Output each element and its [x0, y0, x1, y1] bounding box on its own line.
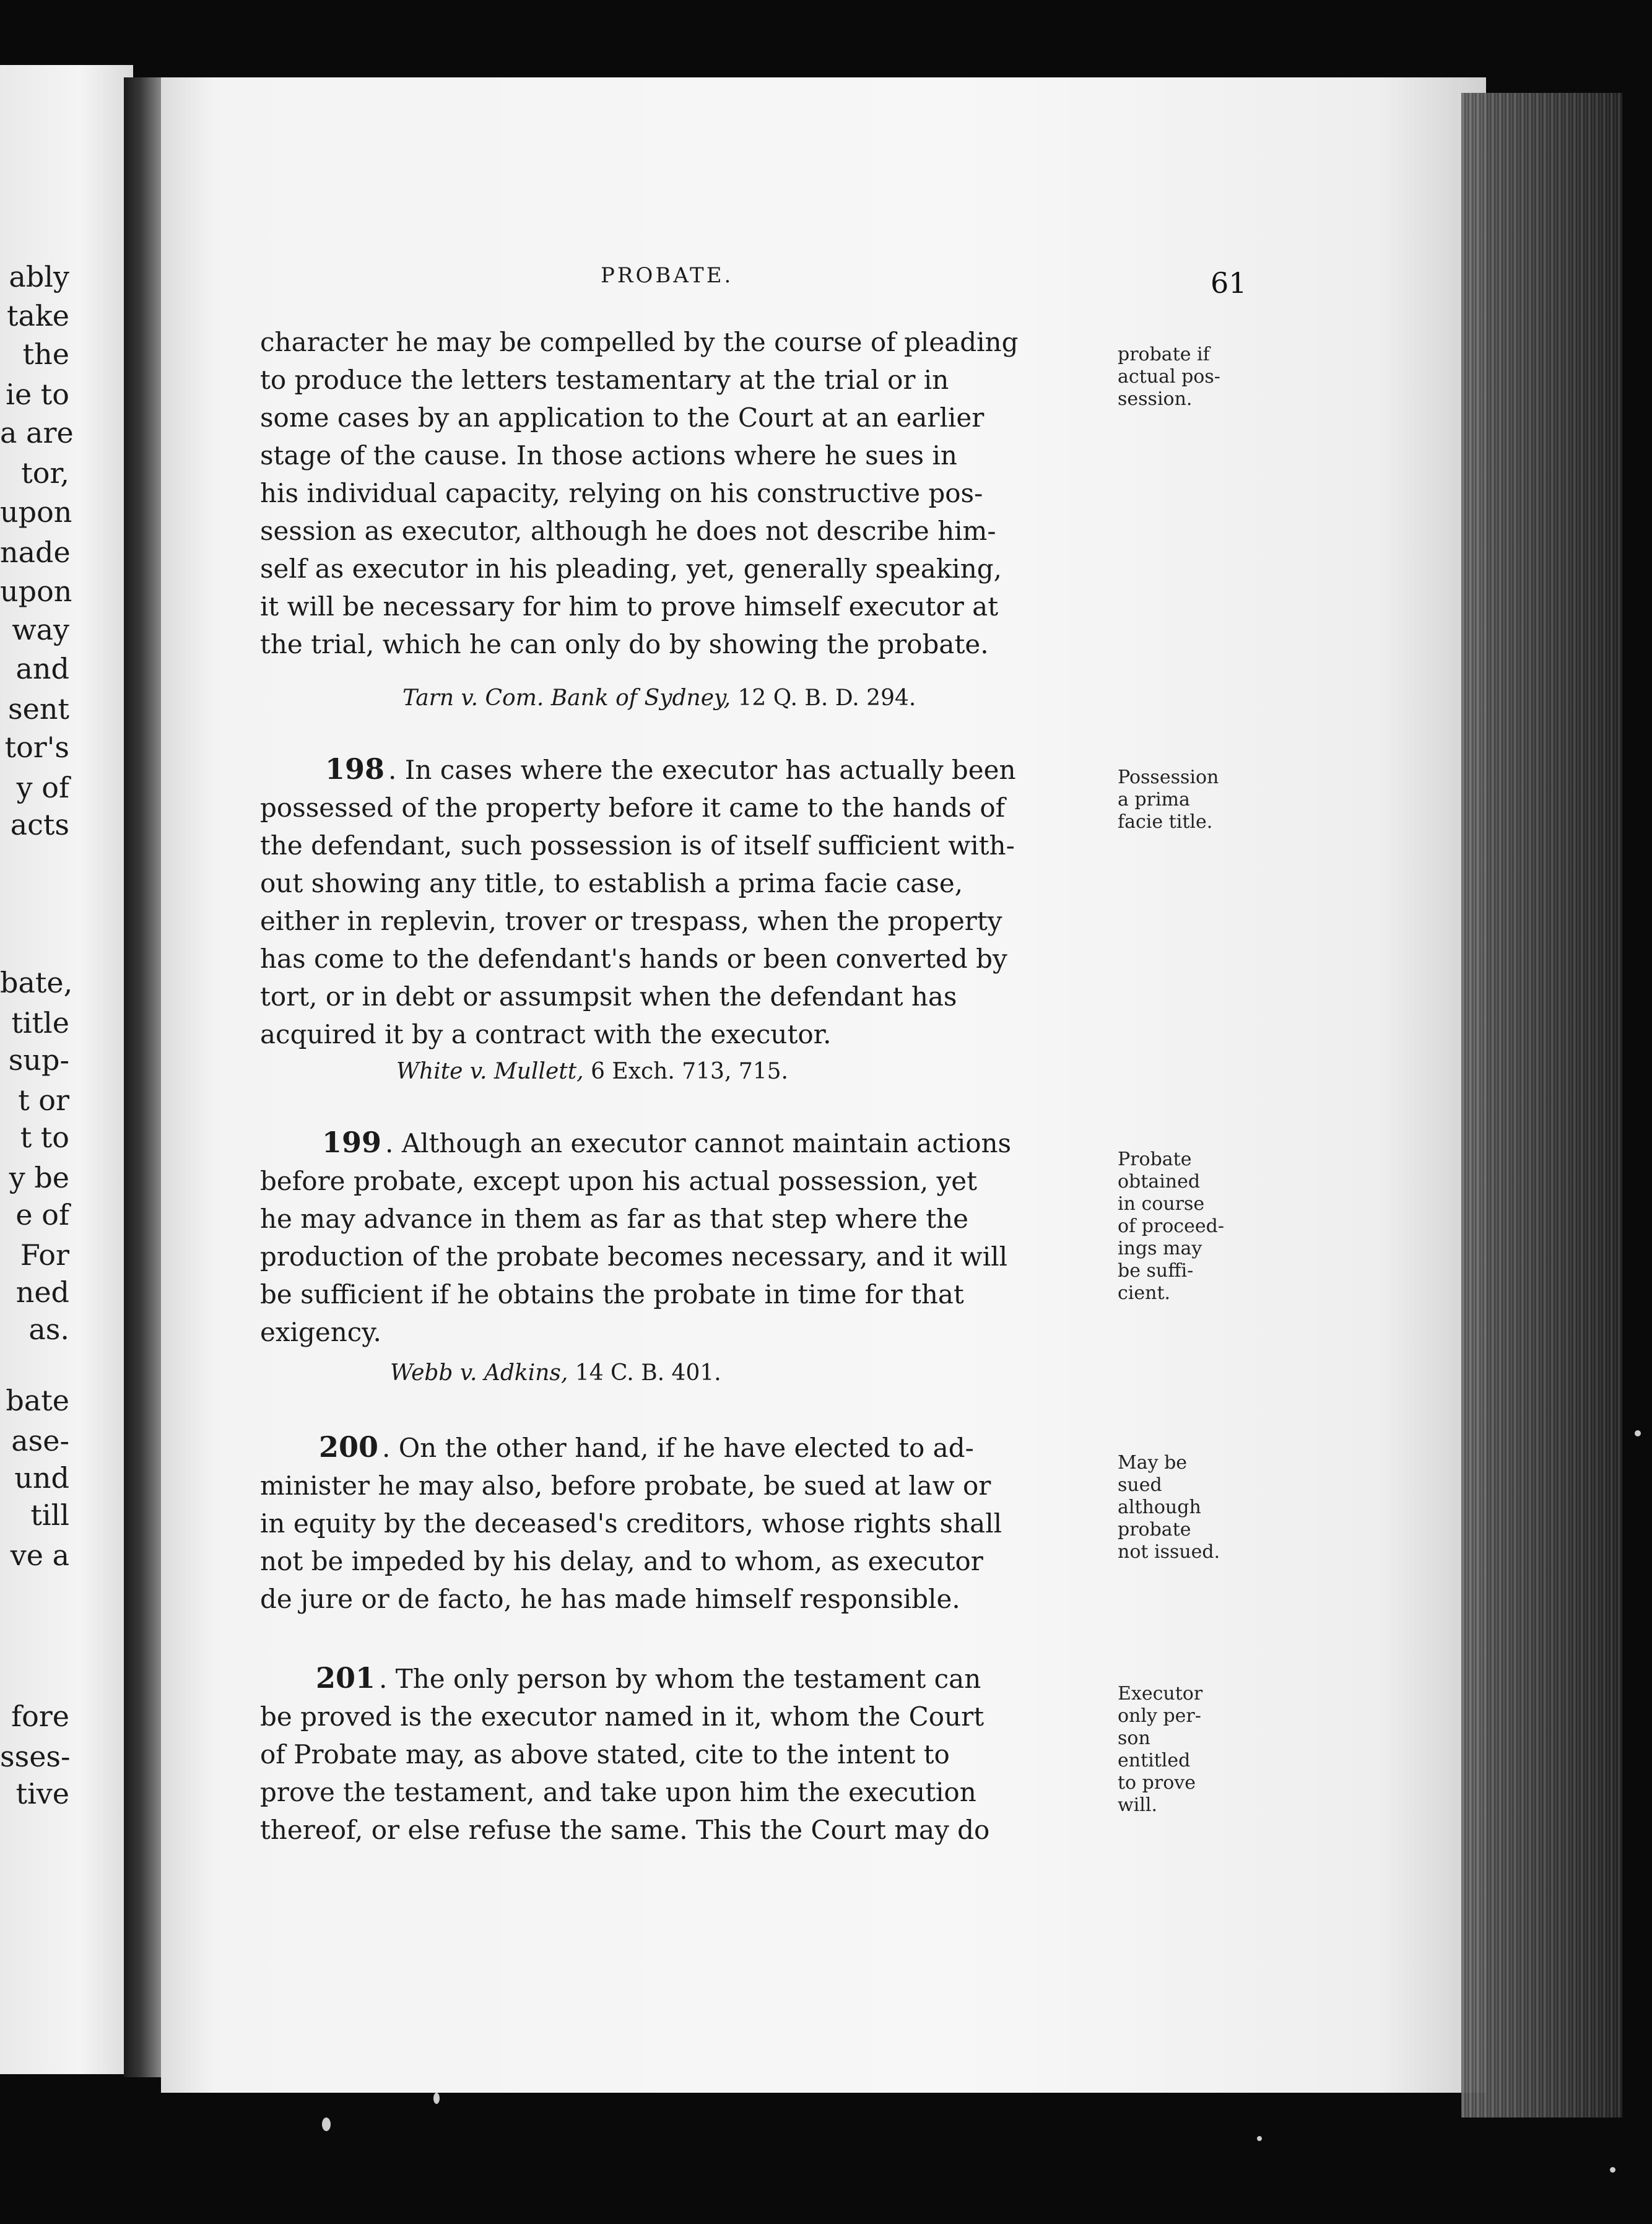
section-number: 200	[319, 1430, 379, 1464]
text-line: be sufficient if he obtains the probate in time for that	[260, 1279, 964, 1310]
margin-note-line: to prove	[1118, 1772, 1196, 1794]
citation	[396, 1059, 788, 1084]
margin-note-line: son	[1118, 1727, 1150, 1749]
facing-page-text-fragment: the	[22, 337, 69, 371]
facing-page-text-fragment: fore	[11, 1700, 69, 1733]
margin-note-line: in course	[1118, 1193, 1205, 1215]
margin-note-line: cient.	[1118, 1282, 1171, 1304]
facing-page-text-fragment: a are	[0, 416, 74, 450]
scan-speck	[1610, 2167, 1615, 2173]
margin-note-line: Possession	[1118, 767, 1219, 788]
citation-ref: 14 C. B. 401.	[575, 1360, 721, 1386]
margin-note-line: of proceed-	[1118, 1215, 1224, 1237]
facing-page-text-fragment: y be	[9, 1161, 69, 1194]
margin-note-line: not issued.	[1118, 1541, 1220, 1563]
section-201: 201 . The only person by whom the testament can be proved is the executor named in it, whom the Court of Probate may, as above stated, cite to the intent to prove the testament, and take upon him the execution thereof, or else refuse the same. This the Court may do	[260, 1659, 1121, 1849]
citation-case: Tarn v. Com. Bank of Sydney,	[402, 685, 731, 711]
facing-page-text-fragment: bate,	[0, 966, 73, 999]
facing-page-text-fragment: as.	[28, 1313, 69, 1346]
text-line: prove the testament, and take upon him the execution	[260, 1777, 976, 1807]
facing-page-text-fragment: till	[30, 1498, 69, 1532]
text-line: session as executor, although he does not describe him-	[260, 516, 996, 546]
facing-page-text-fragment: ned	[15, 1275, 69, 1309]
section-number: 201	[316, 1661, 376, 1695]
text-line: acquired it by a contract with the executor.	[260, 1019, 832, 1049]
facing-page	[0, 65, 133, 2074]
citation	[402, 685, 916, 711]
citation	[390, 1360, 721, 1386]
margin-note-line: a prima	[1118, 789, 1190, 810]
scan-speck	[433, 2093, 440, 2104]
margin-note-line: Executor	[1118, 1683, 1203, 1705]
text-line: production of the probate becomes necessary, and it will	[260, 1241, 1008, 1272]
text-line: out showing any title, to establish a prima facie case,	[260, 868, 963, 898]
margin-note-line: although	[1118, 1496, 1201, 1518]
margin-note-line: will.	[1118, 1794, 1157, 1816]
facing-page-text-fragment: sup-	[8, 1043, 69, 1077]
text-line: it will be necessary for him to prove himself executor at	[260, 591, 999, 622]
page-number: 61	[1211, 266, 1247, 300]
page-edges-shade	[1461, 93, 1622, 2118]
margin-note-line: session.	[1118, 388, 1193, 410]
section-198: 198 . In cases where the executor has actually been possessed of the property before it came to the hands of the defendant, such possession is of itself sufficient with- out showing any title, to establish a prima facie case, either in replevin, trover or trespass, when the property has come to the defendant's hands or been converted by tort, or in debt or assumpsit when the defendant has acquired it by a contract with the executor.	[260, 750, 1121, 1053]
scan-speck	[1635, 1430, 1641, 1436]
text-line: In cases where the executor has actually been	[404, 755, 1016, 785]
text-line: tort, or in debt or assumpsit when the defendant has	[260, 981, 957, 1012]
margin-note-line: sued	[1118, 1474, 1162, 1496]
margin-note-line: May be	[1118, 1452, 1188, 1474]
text-line: in equity by the deceased's creditors, whose rights shall	[260, 1508, 1002, 1539]
facing-page-text-fragment: tor,	[21, 456, 69, 490]
margin-note-line: only per-	[1118, 1705, 1201, 1727]
facing-page-text-fragment: For	[20, 1238, 69, 1272]
facing-page-text-fragment: e of	[15, 1198, 69, 1231]
text-line: the trial, which he can only do by showing the probate.	[260, 629, 989, 659]
text-line: to produce the letters testamentary at the trial or in	[260, 365, 949, 395]
facing-page-text-fragment: t to	[20, 1121, 69, 1154]
margin-note-line: probate if	[1118, 344, 1210, 365]
text-line: not be impeded by his delay, and to whom, as executor	[260, 1546, 983, 1576]
scan-speck	[1257, 2136, 1262, 2141]
facing-page-text-fragment: tive	[15, 1777, 69, 1810]
margin-note-line: ings may	[1118, 1238, 1202, 1259]
facing-page-text-fragment: take	[6, 299, 69, 332]
facing-page-text-fragment: upon	[0, 575, 72, 608]
facing-page-text-fragment: y of	[16, 771, 69, 804]
margin-note-line: be suffi-	[1118, 1260, 1194, 1282]
facing-page-text-fragment: and	[15, 652, 69, 685]
facing-page-text-fragment: und	[14, 1461, 69, 1495]
text-line: character he may be compelled by the course of pleading	[260, 327, 1019, 357]
facing-page-text-fragment: way	[12, 613, 69, 646]
margin-note	[1118, 1683, 1248, 1817]
facing-page-text-fragment: tor's	[4, 731, 69, 764]
margin-note-line: actual pos-	[1118, 366, 1220, 388]
facing-page-text-fragment: ie to	[6, 378, 69, 411]
text-line: stage of the cause. In those actions where he sues in	[260, 440, 957, 471]
citation-ref: 6 Exch. 713, 715.	[591, 1059, 788, 1084]
section-200: 200 . On the other hand, if he have elected to ad- minister he may also, before probate, be sued at law or in equity by the deceased's creditors, whose rights shall not be impeded by his delay, and to whom, as executor de jure or de facto, he has made himself responsible.	[260, 1428, 1121, 1618]
facing-page-text-fragment: bate	[6, 1384, 69, 1417]
running-head: PROBATE.	[601, 263, 734, 288]
text-line: thereof, or else refuse the same. This the Court may do	[260, 1815, 990, 1845]
text-line: self as executor in his pleading, yet, generally speaking,	[260, 554, 1002, 584]
text-line: of Probate may, as above stated, cite to the intent to	[260, 1739, 950, 1770]
facing-page-text-fragment: ve a	[10, 1539, 69, 1572]
margin-note	[1118, 1149, 1248, 1305]
text-line: before probate, except upon his actual possession, yet	[260, 1166, 977, 1196]
facing-page-text-fragment: nade	[0, 536, 71, 569]
margin-note-line: obtained	[1118, 1171, 1201, 1192]
text-line: either in replevin, trover or trespass, when the property	[260, 906, 1002, 936]
text-line: On the other hand, if he have elected to ad-	[398, 1433, 974, 1463]
citation-case: Webb v. Adkins,	[390, 1360, 568, 1386]
facing-page-text-fragment: sses-	[0, 1740, 71, 1773]
text-line: exigency.	[260, 1317, 381, 1347]
text-line: minister he may also, before probate, be sued at law or	[260, 1470, 991, 1501]
margin-note	[1118, 344, 1248, 410]
text-line: some cases by an application to the Court at an earlier	[260, 402, 985, 433]
text-line: possessed of the property before it came to the hands of	[260, 793, 1006, 823]
text-line: de jure or de facto, he has made himself responsible.	[260, 1584, 960, 1614]
section-number: 198	[325, 752, 385, 786]
margin-note	[1118, 767, 1248, 833]
text-line: his individual capacity, relying on his constructive pos-	[260, 478, 983, 508]
section-number: 199	[322, 1126, 382, 1159]
text-line: The only person by whom the testament can	[395, 1664, 981, 1694]
facing-page-text-fragment: title	[11, 1006, 69, 1040]
facing-page-text-fragment: upon	[0, 495, 72, 529]
text-line: be proved is the executor named in it, whom the Court	[260, 1701, 985, 1732]
text-line: the defendant, such possession is of itself sufficient with-	[260, 830, 1015, 861]
facing-page-text-fragment: sent	[8, 692, 69, 726]
scan-speck	[322, 2118, 331, 2131]
margin-note	[1118, 1452, 1248, 1563]
citation-ref: 12 Q. B. D. 294.	[737, 685, 916, 711]
text-line: Although an executor cannot maintain actions	[401, 1128, 1012, 1158]
margin-note-line: entitled	[1118, 1750, 1191, 1771]
opening-paragraph	[260, 323, 1121, 663]
text-line: has come to the defendant's hands or been converted by	[260, 944, 1007, 974]
section-199: 199 . Although an executor cannot maintain actions before probate, except upon his actual possession, yet he may advance in them as far as that step where the production of the probate becomes necessary, and it will be sufficient if he obtains the probate in time for that exigency.	[260, 1124, 1121, 1351]
margin-note-line: Probate	[1118, 1149, 1192, 1170]
facing-page-text-fragment: ably	[9, 260, 69, 293]
facing-page-text-fragment: ase-	[11, 1424, 69, 1457]
margin-note-line: probate	[1118, 1519, 1191, 1540]
facing-page-text-fragment: acts	[10, 808, 69, 841]
text-line: he may advance in them as far as that step where the	[260, 1204, 969, 1234]
margin-note-line: facie title.	[1118, 811, 1213, 833]
citation-case: White v. Mullett,	[396, 1059, 584, 1084]
facing-page-text-fragment: t or	[18, 1084, 69, 1117]
